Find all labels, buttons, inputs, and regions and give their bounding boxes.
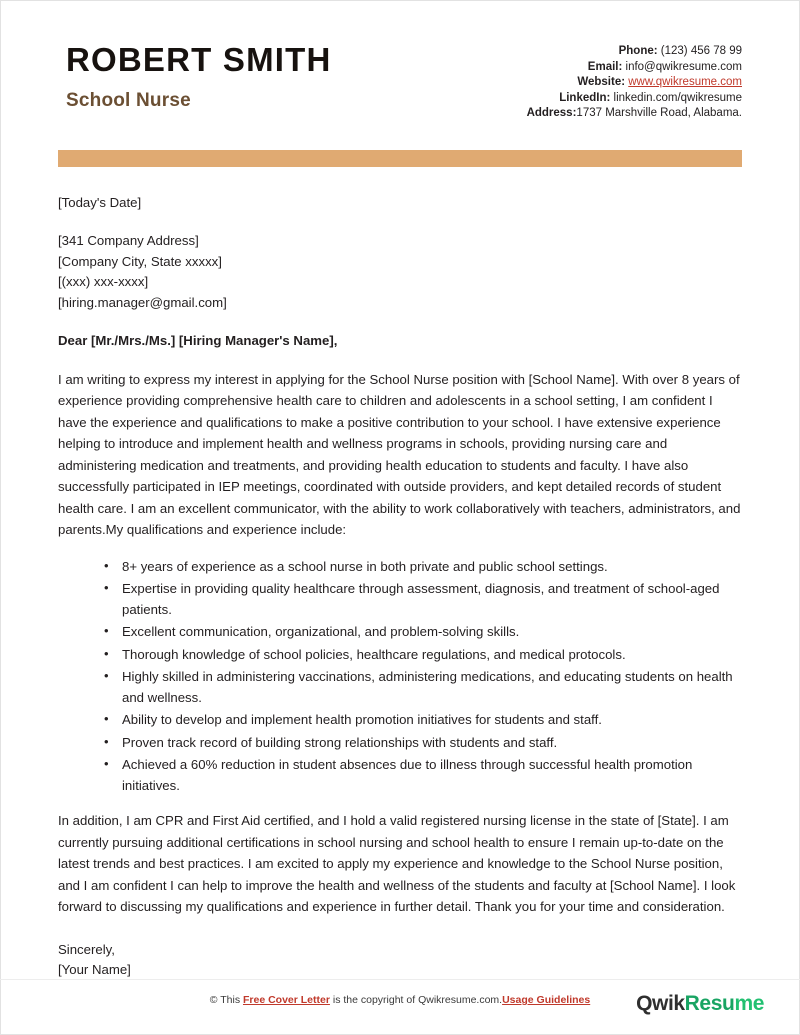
contact-website [527,75,742,91]
contact-phone-label: Phone: [618,45,658,57]
recipient-address-block [58,231,742,313]
qwikresume-logo [636,992,764,1015]
salutation: Dear [Mr./Mrs./Ms.] [Hiring Manager's Name], [58,333,338,349]
page-footer [0,979,800,1035]
identity-block [58,36,332,112]
letter-date: [Today's Date] [58,194,142,210]
opening-paragraph: I am writing to express my interest in applying for the School Nurse position with [School Name]. With over 8 years of experience providing comprehensive health care to children and adolescents in a school setting, I am confident I have the experience and qualifications to make a positive contribution to your school. I have extensive experience helping to introduce and implement health and wellness programs in schools, providing nursing care and administering medication and treatments, and providing health education to students and faculty. I have also successfully participated in IEP meetings, coordinated with outside providers, and kept detailed records of student health care. I am an excellent communicator, with the ability to work collaboratively with teachers, administrators, and parents.My qualifications and experience include: [58,371,741,538]
logo-text-me: me [734,992,764,1015]
list-item: • 8+ years of experience as a school nurse in both private and public school settings. [104,557,742,578]
list-item: • Expertise in providing quality healthcare through assessment, diagnosis, and treatment of school-aged patients. [104,579,742,620]
list-item: • Proven track record of building strong relationships with students and staff. [104,733,742,754]
contact-email-label: Email: [587,60,623,73]
footer-prefix: © This [209,994,243,1006]
recipient-line: [(xxx) xxx-xxxx] [58,274,149,290]
contact-linkedin [527,91,742,107]
contact-phone [527,44,742,60]
closing-paragraph: In addition, I am CPR and First Aid certified, and I hold a valid registered nursing license in the state of [State]. I am currently pursuing additional certifications in school nursing and school health to ensure I remain up-to-date on the latest trends and best practices. I am excited to apply my experience and knowledge to the School Nurse position, and I am confident I can help to improve the health and wellness of the students and faculty at [School Name]. I look forward to discussing my qualifications and experience in further detail. Thank you for your time and consideration. [58,813,736,915]
candidate-job-title: School Nurse [66,90,191,112]
footer-middle: is the copyright of Qwikresume.com. [329,994,503,1006]
signoff-closing: Sincerely, [58,941,115,957]
list-item: • Highly skilled in administering vaccinations, administering medications, and educating students on health and wellness. [104,667,742,708]
recipient-line: [hiring.manager@gmail.com] [58,294,227,310]
list-item: • Achieved a 60% reduction in student absences due to illness through successful health promotion initiatives. [104,755,742,796]
list-item: • Thorough knowledge of school policies, healthcare regulations, and medical protocols. [104,645,742,666]
logo-text-resu: Resu [684,992,735,1015]
contact-email [527,60,742,76]
contact-linkedin-value: linkedin.com/qwikresume [610,91,742,104]
contact-website-link[interactable]: www.qwikresume.com [628,76,742,89]
candidate-name: ROBERT SMITH [66,41,332,78]
contact-phone-value: (123) 456 78 99 [657,45,742,57]
signature-block [58,940,742,981]
divider-wrapper [58,122,742,167]
contact-website-label: Website: [577,76,626,89]
contact-address [527,106,742,122]
accent-divider-bar [58,150,742,167]
letter-body [58,167,742,981]
signoff-name: [Your Name] [58,962,131,978]
usage-guidelines-link[interactable]: Usage Guidelines [502,994,591,1006]
contact-linkedin-label: LinkedIn: [559,91,611,104]
letter-header [58,0,742,122]
contact-email-value: info@qwikresume.com [622,60,742,73]
contact-details [527,36,742,122]
qualifications-list [58,557,742,797]
recipient-line: [Company City, State xxxxx] [58,253,222,269]
list-item: • Excellent communication, organizational, and problem-solving skills. [104,622,742,643]
list-item: • Ability to develop and implement health promotion initiatives for students and staff. [104,710,742,731]
contact-address-label: Address: [526,107,577,120]
logo-text-qwik: Qwik [636,992,685,1015]
recipient-line: [341 Company Address] [58,233,199,249]
contact-address-value: 1737 Marshville Road, Alabama. [576,107,742,120]
free-cover-letter-link[interactable]: Free Cover Letter [242,994,330,1006]
